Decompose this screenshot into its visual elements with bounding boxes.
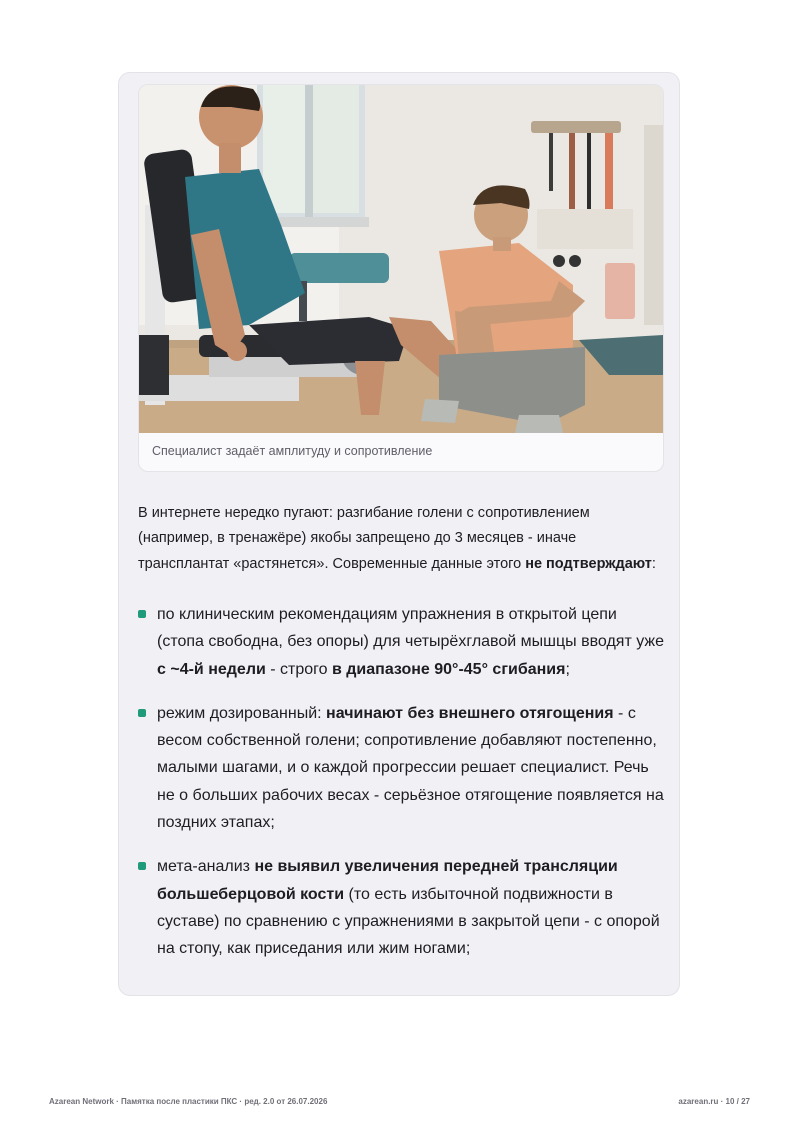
list-item xyxy=(138,601,668,683)
intro-emphasis: не подтверждают xyxy=(525,555,652,572)
bullet-text: по клиническим рекомендациям упражнения в открытой цепи (стопа свободна, без опоры) для четырёхглавой мышцы вводят уже xyxy=(157,606,665,651)
content-card xyxy=(118,72,680,996)
footer-page-number: azarean.ru · 10 / 27 xyxy=(678,1097,750,1106)
figure-caption: Специалист задаёт амплитуду и сопротивление xyxy=(152,444,433,458)
intro-text: В интернете нередко пугают: разгибание голени с сопротивлением (например, в тренажёре) якобы запрещено до 3 месяцев - иначе трансплантат «растянется». Современные данные этого xyxy=(138,504,590,572)
bullet-emphasis: начинают без внешнего отягощения xyxy=(326,704,614,722)
bullet-emphasis: с ~4-й недели xyxy=(157,660,266,678)
bullet-text: ; xyxy=(565,660,570,678)
bullet-marker-icon xyxy=(138,709,146,717)
bullet-marker-icon xyxy=(138,862,146,870)
footer-document-info: Azarean Network · Памятка после пластики ПКС · ред. 2.0 от 26.07.2026 xyxy=(49,1097,328,1106)
bullet-list xyxy=(138,601,668,963)
list-item xyxy=(138,853,668,962)
bullet-text: - с весом собственной голени; сопротивление добавляют постепенно, малыми шагами, и о каждой прогрессии решает специалист. Речь не о больших рабочих весах - серьёзное отягощение появляется на поздних этапах; xyxy=(157,704,664,832)
rehab-photo xyxy=(139,85,663,433)
intro-paragraph xyxy=(138,501,668,578)
bullet-text: (то есть избыточной подвижности в суставе) по сравнению с упражнениями в закрытой цепи - с опорой на стопу, как приседания или жим ногами; xyxy=(157,885,660,958)
bullet-text: режим дозированный: xyxy=(157,704,327,722)
intro-tail: : xyxy=(651,555,656,572)
list-item xyxy=(138,700,668,836)
photo-figure xyxy=(138,84,664,472)
bullet-marker-icon xyxy=(138,610,146,618)
bullet-text: - строго xyxy=(265,660,332,678)
bullet-emphasis: в диапазоне 90°-45° сгибания xyxy=(331,660,566,678)
bullet-text: мета-анализ xyxy=(157,858,255,876)
bullet-emphasis: не выявил увеличения передней трансляции большеберцовой кости xyxy=(157,858,618,903)
